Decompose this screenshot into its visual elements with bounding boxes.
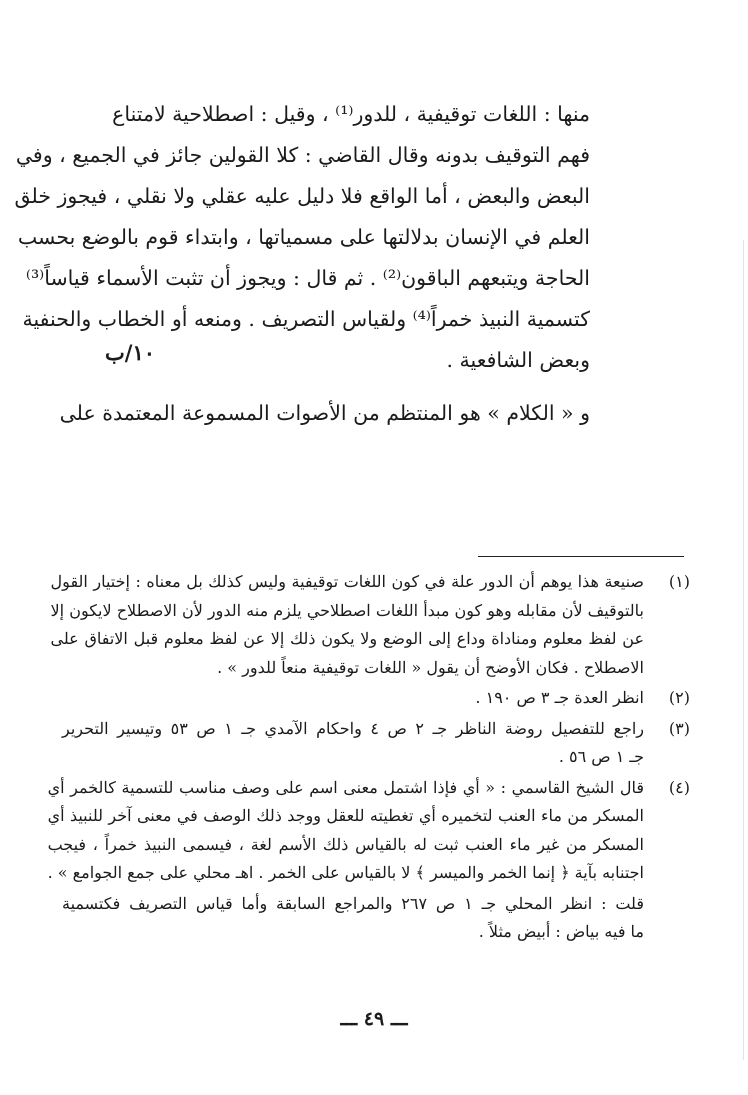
- footnote-line: جـ ١ ص ٥٦ .: [558, 747, 644, 766]
- footnote-line: المسكر من ماء العنب لتخميره أي تغطيته للعقل ووجد ذلك الوصف في معنى آخر للنبيذ أي: [47, 806, 644, 825]
- text-line: منها : اللغات توقيفية ، للدور⁽¹⁾ ، وقيل : اصطلاحية لامتناع: [112, 102, 590, 126]
- manuscript-folio-note: ١٠/ب: [105, 340, 156, 365]
- footnote-body: [51, 568, 644, 682]
- footnotes: [47, 568, 690, 947]
- footnote-number: (٢): [668, 688, 690, 707]
- footnote-1: [50, 568, 690, 682]
- text-line: فهم التوقيف بدونه وقال القاضي : كلا القولين جائز في الجميع ، وفي: [15, 143, 590, 167]
- footnote-number: (٣): [668, 718, 690, 738]
- footnote-body: [62, 684, 644, 713]
- text-line: العلم في الإنسان بدلالتها على مسمياتها ، وابتداء قوم بالوضع بحسب: [17, 225, 590, 249]
- footnote-number: (١): [668, 572, 690, 591]
- text-line: كتسمية النبيذ خمراً⁽⁴⁾ ولقياس التصريف . ومنعه أو الخطاب والحنفية: [22, 307, 590, 331]
- footnote-line: عن لفظ معلوم ومناداة وداع إلى الوضع ولا يكون ذلك إلا عن لفظ معلوم قبل الاتفاق على: [50, 629, 644, 648]
- footnote-line: صنيعة هذا يوهم أن الدور علة في كون اللغات توقيفية وليس كذلك بل معناه : إختيار القول: [50, 572, 644, 591]
- footnote-line: الاصطلاح . فكان الأوضح أن يقول « اللغات توقيفية منعاً للدور » .: [217, 657, 644, 677]
- footnote-line: اجتنابه بآية ﴿ إنما الخمر والميسر ﴾ لا بالقياس على الخمر . اهـ محلي على جمع الجوامع » .: [47, 863, 644, 882]
- footnote-line: قلت : انظر المحلي جـ ١ ص ٢٦٧ والمراجع السابقة وأما قياس التصريف فكتسمية: [62, 893, 645, 913]
- footnote-line: راجع للتفصيل روضة الناظر جـ ٢ ص ٤ واحكام الآمدي جـ ١ ص ٥٣ وتيسير التحرير: [62, 718, 645, 738]
- footnote-line: ما فيه بياض : أبيض مثلاً .: [478, 922, 644, 941]
- footnote-4: [47, 774, 690, 888]
- footnote-4-continuation: [62, 890, 690, 947]
- page-number: ـــ ٤٩ ـــ: [340, 1008, 408, 1030]
- paragraph-2: [59, 393, 590, 434]
- text-line: الحاجة ويتبعهم الباقون⁽²⁾ . ثم قال : ويجوز أن تثبت الأسماء قياساً⁽³⁾: [25, 266, 590, 290]
- text-line: وبعض الشافعية .: [446, 348, 590, 372]
- footnote-separator: [478, 556, 684, 557]
- text-line: البعض والبعض ، أما الواقع فلا دليل عليه عقلي ولا نقلي ، فيجوز خلق: [14, 184, 590, 208]
- footnote-number: (٤): [668, 777, 690, 797]
- footnote-line: المسكر من غير ماء العنب ثبت له بالقياس ذلك الأسم لغة ، فيسمى النبيذ خمراً ، فيجب: [47, 834, 644, 854]
- footnote-2: [62, 684, 690, 713]
- footnote-body: [48, 774, 644, 888]
- footnote-body: [62, 715, 644, 772]
- footnote-line: قال الشيخ القاسمي : « أي فإذا اشتمل معنى اسم على وصف مناسب للتسمية كالخمر أي: [47, 777, 644, 797]
- footnote-3: [62, 715, 690, 772]
- text-line: و « الكلام » هو المنتظم من الأصوات المسموعة المعتمدة على: [59, 401, 590, 425]
- footnote-line: بالتوقيف لأن مقابله وهو كون مبدأ اللغات اصطلاحي يلزم منه الدور لأن الاصطلاح لايكون إلا: [50, 600, 644, 620]
- footnote-line: انظر العدة جـ ٣ ص ١٩٠ .: [475, 688, 644, 707]
